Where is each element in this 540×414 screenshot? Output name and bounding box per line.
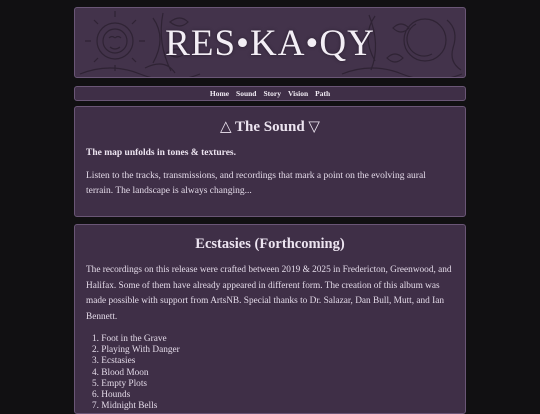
track-list [86, 334, 454, 412]
nav-link-path[interactable]: Path [315, 89, 331, 98]
nav-link-sound[interactable]: Sound [236, 89, 257, 98]
sound-section [74, 106, 466, 217]
track-item: 5. Empty Plots [92, 378, 148, 389]
main-nav [74, 86, 466, 101]
track-item: 6. Hounds [92, 390, 131, 401]
track-item: 3. Ecstasies [92, 356, 136, 367]
nav-link-home[interactable]: Home [209, 89, 230, 98]
nav-link-story[interactable]: Story [263, 89, 281, 98]
track-item: 2. Playing With Danger [92, 345, 180, 356]
site-logo-title: RES•KA•QY [165, 23, 375, 64]
page-container [74, 7, 466, 414]
album-section [74, 224, 466, 414]
track-item: 4. Blood Moon [92, 367, 149, 378]
sound-lead: The map unfolds in tones & textures. [86, 148, 236, 158]
sound-heading: △ The Sound ▽ [220, 119, 320, 135]
nav-link-vision[interactable]: Vision [287, 89, 309, 98]
sound-description: Listen to the tracks, transmissions, and recordings that mark a point on the evolving aural terrain. The landscape is always changing... [86, 171, 426, 196]
album-heading: Ecstasies (Forthcoming) [195, 236, 345, 252]
track-item: 7. Midnight Bells [92, 401, 158, 412]
header-banner [74, 7, 466, 78]
album-description: The recordings on this release were crafted between 2019 & 2025 in Fredericton, Greenwood, and Halifax. Some of them have already appeared in different form. The creation of this album was made possible with support from ArtsNB. Special thanks to Dr. Salazar, Dan Bull, Mutt, and Ian Bennett. [86, 265, 452, 322]
track-item: 1. Foot in the Grave [92, 334, 167, 344]
